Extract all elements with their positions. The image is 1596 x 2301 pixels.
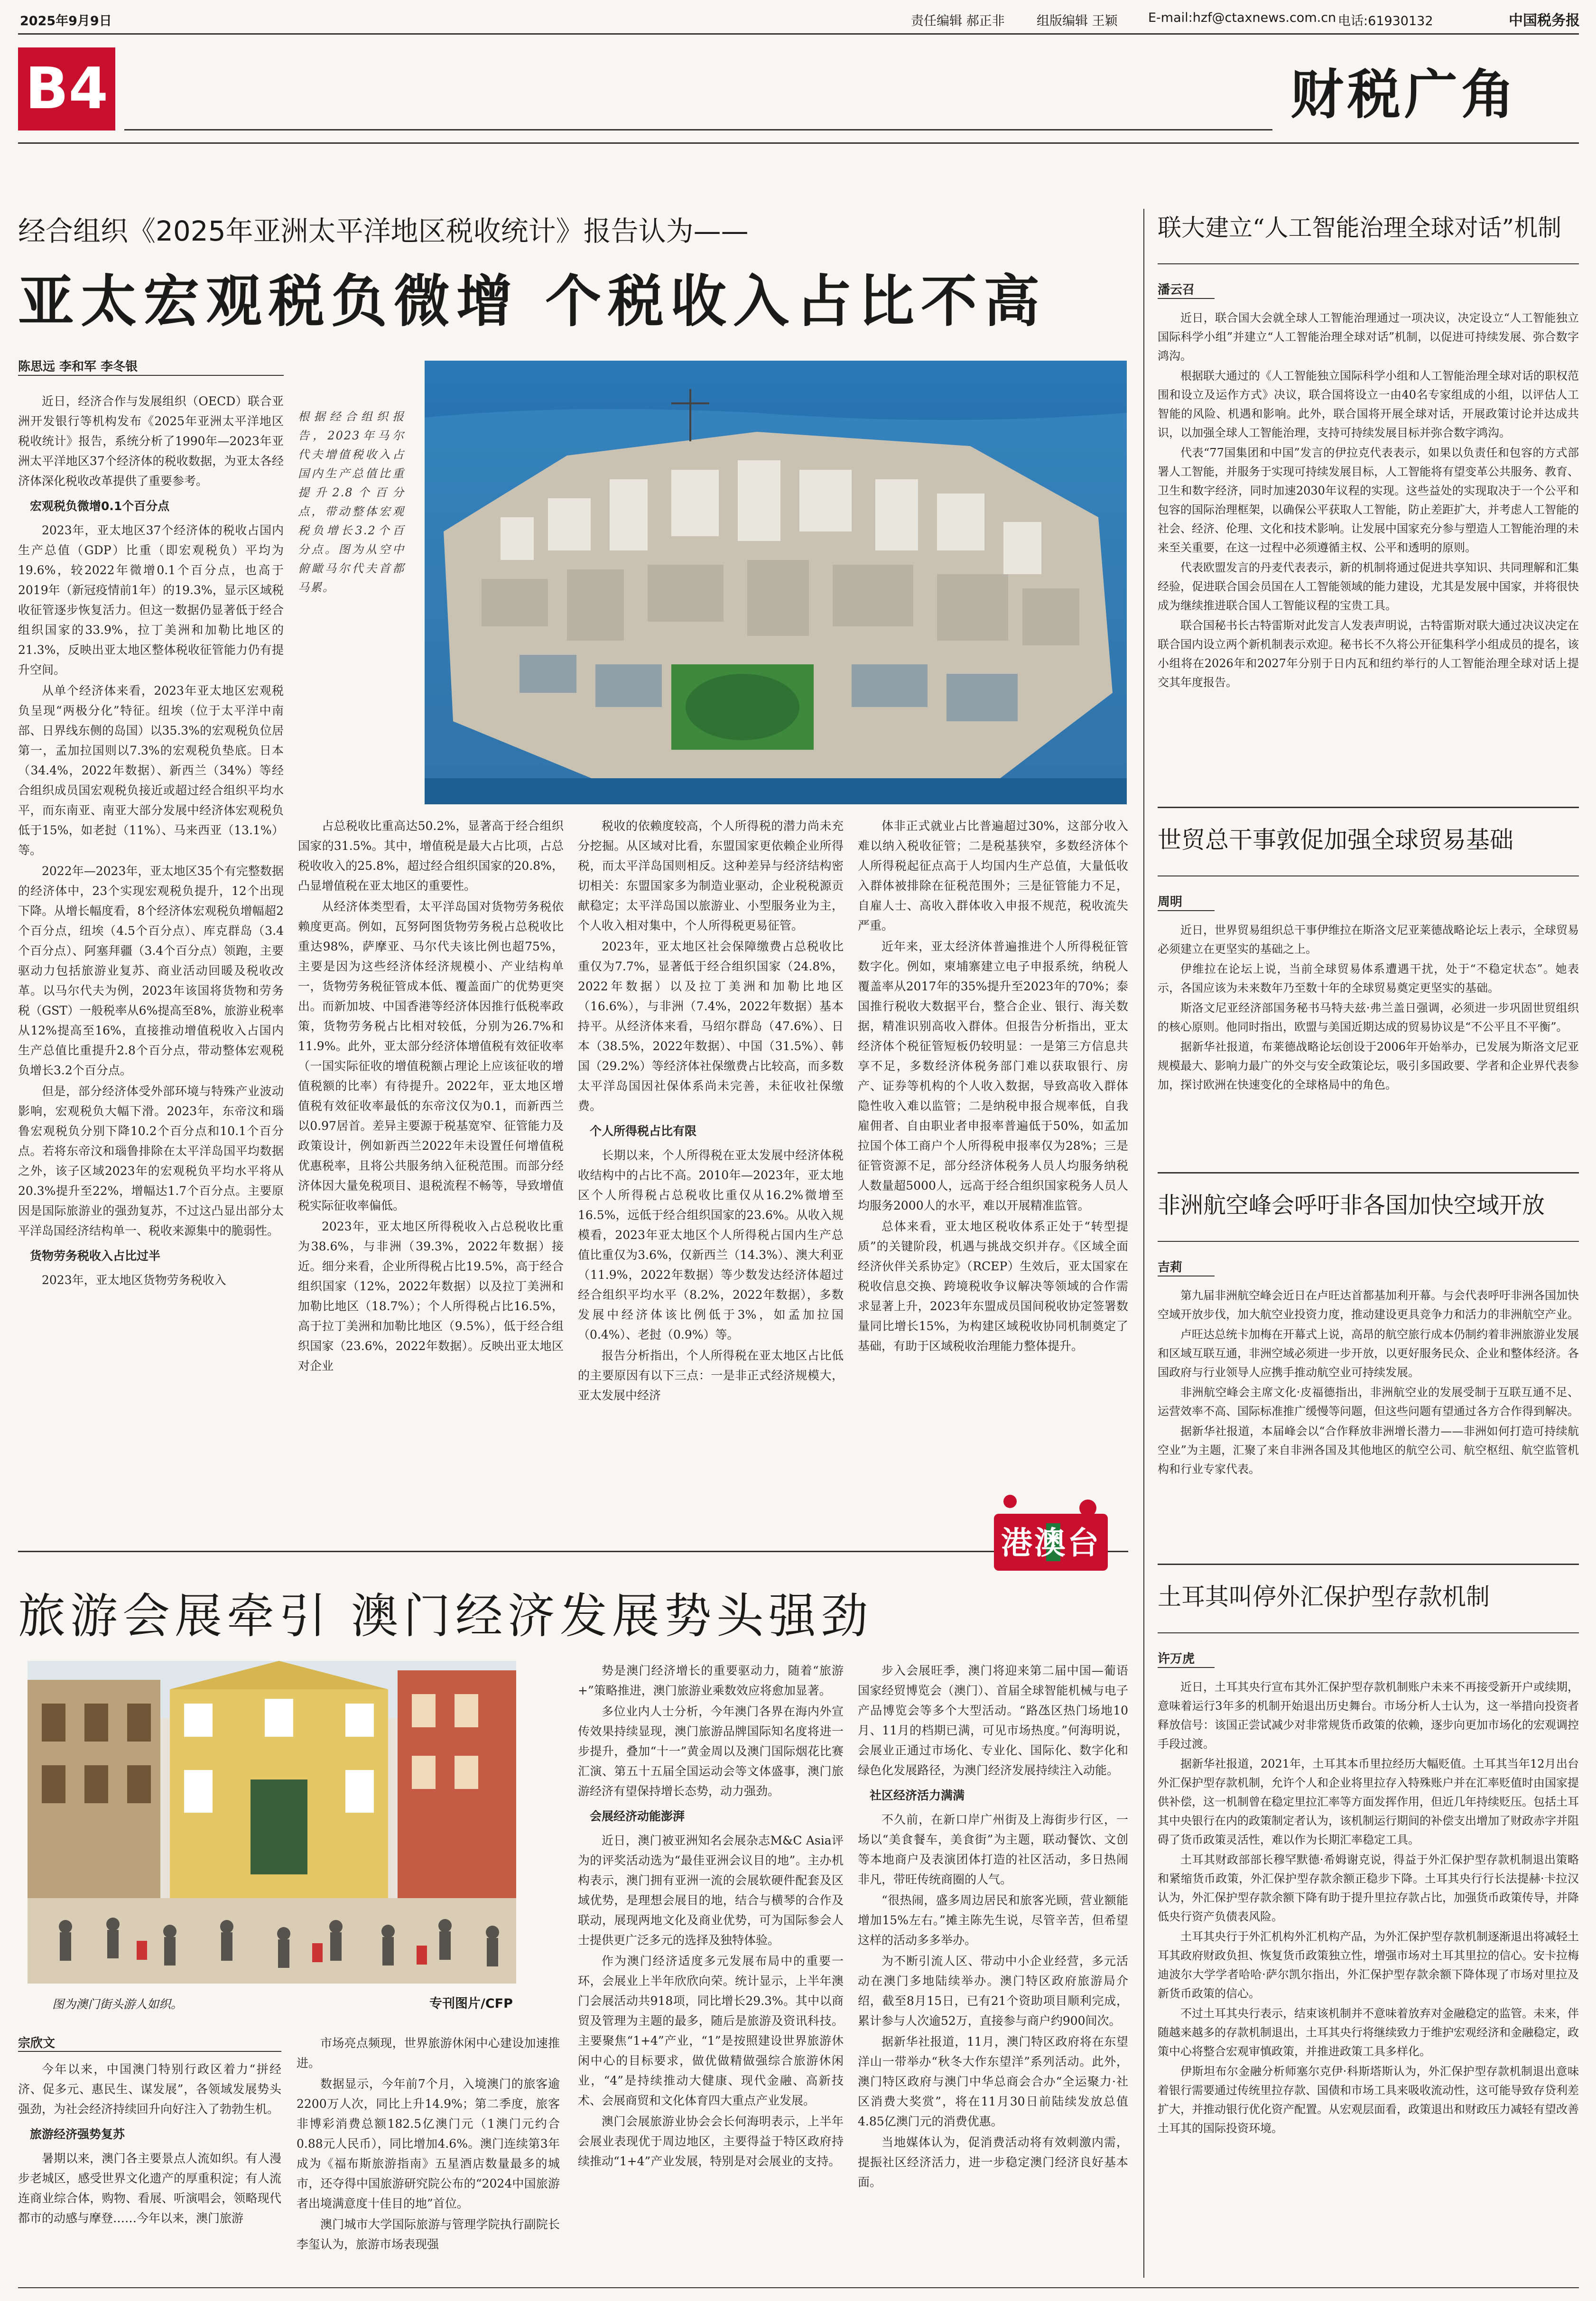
- macau-street-photo: [28, 1661, 516, 1984]
- section-title: 财税广角: [1290, 64, 1518, 126]
- macau-street-illustration: [28, 1661, 516, 1984]
- paragraph: 长期以来，个人所得税在亚太发展中经济体税收结构中的占比不高。2010年—2023年，亚太地区个人所得税占总税收比重仅从16.2%微增至16.5%，远低于经合组织国家的23.6%。从收入规模看，2023年亚太地区个人所得税占国内生产总值比重仅为3.6%，仅新西兰（14.3%）、澳大利亚（11.9%，2022年数据）等少数发达经济体超过经合组织平均水平（8.2%，2022年数据），多数发展中经济体该比例低于3%，如孟加拉国（0.4%）、老挝（0.9%）等。: [578, 1148, 844, 1341]
- paragraph: 近日，世界贸易组织总干事伊维拉在斯洛文尼亚莱德战略论坛上表示，全球贸易必须建立在更坚实的基础之上。: [1158, 923, 1579, 956]
- paragraph: 今年以来，中国澳门特别行政区着力“拼经济、促多元、惠民生、谋发展”，各领域发展势头强劲，为社会经济持续回升向好注入了勃勃生机。: [18, 2062, 281, 2116]
- paragraph: 不久前，在新口岸广州街及上海街步行区，一场以“美食餐车，美食街”为主题，联动餐饮、文创等本地商户及表演团体打造的社区活动，多日热闹非凡，带旺传统商圈的人气。: [858, 1813, 1128, 1886]
- macau-byline-rule: [18, 2051, 281, 2052]
- paragraph: 近日，经济合作与发展组织（OECD）联合亚洲开发银行等机构发布《2025年亚洲太平洋地区税收统计》报告，系统分析了1990年—2023年亚洲太平洋地区37个经济体的税收数据，为亚太各经济体深化税收改革提供了重要参考。: [18, 394, 284, 488]
- paragraph: 暑期以来，澳门各主要景点人流如织。有人漫步老城区，感受世界文化遗产的厚重积淀；有人流连商业综合体，购物、看展、听演唱会，领略现代都市的动感与摩登……今年以来，澳门旅游: [18, 2152, 281, 2225]
- macau-byline: 宗欣文: [18, 2036, 56, 2050]
- column-divider: [1143, 209, 1144, 2278]
- paragraph: 联合国秘书长古特雷斯对此发言人发表声明说，古特雷斯对联大通过决议决定在联合国内设立两个新机制表示欢迎。秘书长不久将公开征集科学小组成员的提名，该小组将在2026年和2027年分别于日内瓦和纽约举行的人工智能治理全球对话上提交其年度报告。: [1158, 619, 1579, 689]
- designer-credit: 组版编辑 王颖: [1037, 14, 1118, 28]
- paragraph: 2022年—2023年，亚太地区35个有完整数据的经济体中，23个实现宏观税负提升，12个出现下降。从增长幅度看，8个经济体宏观税负增幅超2个百分点，纽埃（4.5个百分点）、库克群岛（3.4个百分点）、阿塞拜疆（3.4个百分点）领跑，主要驱动力包括旅游业复苏、商业活动回暖及税收改革。以马尔代夫为例，2023年该国将货物和劳务税（GST）一般税率从6%提高至8%，旅游业税率从12%提高至16%，直接推动增值税收入占国内生产总值比重提升2.8个百分点，带动整体宏观税负增长3.2个百分点。: [18, 864, 284, 1077]
- paragraph: 2023年，亚太地区社会保障缴费占总税收比重仅为7.7%，显著低于经合组织国家（24.8%，2022年数据）以及拉丁美洲和加勒比地区（16.6%），与非洲（7.4%，2022年数据）基本持平。从经济体来看，马绍尔群岛（47.6%）、日本（38.5%，2022年数据）、中国（31.5%）、韩国（29.2%）等经济体社保缴费占比较高，而多数太平洋岛国因社保体系尚未完善，未征收社保缴费。: [578, 940, 844, 1113]
- page-date: 2025年9月9日: [20, 14, 112, 28]
- brief-byline: 周明: [1158, 895, 1183, 909]
- brief-divider: [1158, 807, 1579, 808]
- section-subheading: 货物劳务税收入占比过半: [30, 1249, 161, 1263]
- paragraph: 澳门城市大学国际旅游与管理学院执行副院长李玺认为，旅游市场表现强: [297, 2217, 560, 2251]
- paragraph: 伊斯坦布尔金融分析师塞尔克伊·科斯塔斯认为，外汇保护型存款机制退出意味着银行需要通过传统里拉存款、国债和市场工具来吸收流动性，这可能导致存贷利差扩大，并推动银行优化资产配置。从宏观层面看，政策退出和财政压力减轻有望改善土耳其的国际投资环境。: [1158, 2065, 1579, 2135]
- paragraph: 税收的依赖度较高，个人所得税的潜力尚未充分挖掘。从区域对比看，东盟国家更依赖企业所得税，而太平洋岛国则相反。这种差异与经济结构密切相关：东盟国家多为制造业驱动，企业税税源贡献稳定；太平洋岛国以旅游业、小型服务业为主，个人收入相对集中，个人所得税更易征管。: [578, 819, 844, 932]
- brief-body: [1158, 921, 1579, 1186]
- paragraph: 代表“77国集团和中国”发言的伊拉克代表表示，如果以负责任和包容的方式部署人工智能，并服务于实现可持续发展目标，人工智能将有望变革公共服务、教育、卫生和数字经济，同时加速2030年议程的实现。这些益处的实现取决于一个公平和包容的国际治理框架，以确保公平获取人工智能，防止差距扩大，并考虑人工智能的社会、经济、伦理、文化和技术影响。让发展中国家充分参与塑造人工智能治理的未来至关重要，在这一过程中必须遵循主权、公平和透明的原则。: [1158, 446, 1579, 554]
- aerial-city-illustration: [425, 361, 1127, 804]
- editor-phone: 电话:61930132: [1338, 14, 1433, 28]
- brief-africa-aviation: [1158, 1186, 1579, 1476]
- lead-byline-rule: [18, 375, 284, 376]
- lead-headline: 亚太宏观税负微增 个税收入占比不高: [18, 268, 1047, 334]
- macau-top-rule: [18, 1551, 1128, 1552]
- paragraph: 第九届非洲航空峰会近日在卢旺达首都基加利开幕。与会代表呼吁非洲各国加快空域开放步伐，加大航空业投资力度，推动建设更具竞争力和活力的非洲航空产业。: [1158, 1289, 1579, 1321]
- section-subheading: 个人所得税占比有限: [590, 1124, 697, 1138]
- macau-column-1: [18, 2059, 281, 2282]
- paragraph: 2023年，亚太地区所得税收入占总税收比重为38.6%，与非洲（39.3%，2022年数据）接近。细分来看，企业所得税占比19.5%，高于经合组织国家（12%，2022年数据）以及拉丁美洲和加勒比地区（18.7%）；个人所得税占比16.5%，高于拉丁美洲和加勒比地区（9.5%），低于经合组织国家（23.6%，2022年数据）。反映出亚太地区对企业: [298, 1220, 564, 1373]
- paragraph: 势是澳门经济增长的重要驱动力，随着“旅游+”策略推进，澳门旅游业乘数效应将愈加显著。: [578, 1664, 844, 1697]
- brief-divider: [1158, 1172, 1579, 1174]
- lead-column-4: [858, 816, 1128, 1542]
- paragraph: 近日，土耳其央行宣布其外汇保护型存款机制账户未来不再接受新开户或续期，意味着运行3年多的机制开始退出历史舞台。市场分析人士认为，这一举措向投资者释放信号：该国正尝试减少对非常规货币政策的依赖，逐步向更加市场化的宏观调控手段过渡。: [1158, 1680, 1579, 1751]
- paragraph: 伊维拉在论坛上说，当前全球贸易体系遭遇干扰，处于“不稳定状态”。她表示，各国应该为未来数年乃至数十年的全球贸易奠定更坚实的基础。: [1158, 962, 1579, 995]
- paragraph: 当地媒体认为，促消费活动将有效刺激内需，提振社区经济活力，进一步稳定澳门经济良好基本面。: [858, 2135, 1128, 2189]
- paragraph: 从单个经济体来看，2023年亚太地区宏观税负呈现“两极分化”特征。纽埃（位于太平洋中南部、日界线东侧的岛国）以35.3%的宏观税负位居第一，孟加拉国则以7.3%的宏观税负垫底。日本（34.4%，2022年数据）、新西兰（34%）等经合组织成员国宏观税负接近或超过经合组织平均水平，而东南亚、南亚大部分发展中经济体宏观税负低于15%，如老挝（11%）、马来西亚（13.1%）等。: [18, 684, 284, 857]
- header-rule: [124, 129, 1272, 130]
- paragraph: 代表欧盟发言的丹麦代表表示，新的机制将通过促进共享知识、共同理解和汇集经验，促进联合国会员国在人工智能领域的能力建设，尤其是发展中国家，并将很快成为继续推进联合国人工智能议程的宝贵工具。: [1158, 561, 1579, 612]
- macau-column-4: [858, 1661, 1128, 2282]
- paragraph: 土耳其央行于外汇机构外汇机构产品，为外汇保护型存款机制逐渐退出将减轻土耳其政府财政负担、恢复货币政策独立性，增强市场对土耳其里拉的信心。安卡拉梅迪波尔大学学者哈哈·萨尔凯尔指出，外汇保护型存款余额下降体现了市场对里拉及新货币政策的信心。: [1158, 1930, 1579, 2000]
- section-tag: 港澳台: [1001, 1525, 1101, 1561]
- brief-byline-rule: [1158, 1667, 1215, 1668]
- brief-headline: 联大建立“人工智能治理全球对话”机制: [1158, 214, 1562, 242]
- section-subheading: 宏观税负微增0.1个百分点: [30, 499, 170, 513]
- editor-credit: 责任编辑 郝正非: [911, 14, 1005, 28]
- brief-divider: [1158, 1564, 1579, 1565]
- brief-wto: [1158, 821, 1579, 1091]
- paragraph: 据新华社报道，本届峰会以“合作释放非洲增长潜力——非洲如何打造可持续航空业”为主题，汇聚了来自非洲各国及其他地区的航空公司、航空枢纽、航空监管机构和行业专家代表。: [1158, 1425, 1579, 1476]
- hk-macau-tw-tag: [994, 1495, 1108, 1590]
- lead-column-2: [298, 816, 564, 1542]
- masthead-rule: [18, 33, 1579, 35]
- page-code: B4: [25, 56, 108, 122]
- paragraph: 据新华社报道，布莱德战略论坛创设于2006年开始举办，已发展为斯洛文尼亚规模最大、影响力最广的外交与安全政策论坛，吸引多国政要、学者和企业界代表参加，探讨欧洲在快速变化的全球格局中的角色。: [1158, 1040, 1579, 1091]
- paragraph: 不过土耳其央行表示，结束该机制并不意味着放弃对金融稳定的监管。未来，伴随越来越多的存款机制退出，土耳其央行将继续致力于维护宏观经济和金融稳定，政策中心将整合宏观审慎政策，并推进政策工具多样化。: [1158, 2007, 1579, 2058]
- paragraph: 近日，联合国大会就全球人工智能治理通过一项决议，决定设立“人工智能独立国际科学小组”并建立“人工智能治理全球对话”机制，以促进可持续发展、弥合数字鸿沟。: [1158, 311, 1579, 363]
- section-subheading: 社区经济活力满满: [870, 1789, 965, 1802]
- paragraph: 占总税收比重高达50.2%，显著高于经合组织国家的31.5%。其中，增值税是最大占比项，占总税收收入的25.8%，超过经合组织国家的20.8%，凸显增值税在亚太地区的重要性。: [298, 819, 564, 893]
- macau-photo-caption: 图为澳门街头游人如织。: [52, 1997, 183, 2011]
- paper-name: 中国税务报: [1509, 12, 1580, 29]
- paragraph: 澳门会展旅游业协会会长何海明表示，上半年会展业表现优于周边地区，主要得益于特区政府持续推动“1+4”产业发展，特别是对会展业的支持。: [578, 2115, 844, 2168]
- brief-headline: 土耳其叫停外汇保护型存款机制: [1158, 1583, 1490, 1611]
- brief-body: [1158, 1677, 1579, 2275]
- brief-byline: 吉莉: [1158, 1260, 1183, 1275]
- lead-photo-male-aerial: [425, 361, 1127, 804]
- paragraph: 数据显示，今年前7个月，入境澳门的旅客逾2200万人次，同比上升14.9%；第二季度，旅客非博彩消费总额182.5亿澳门元（1澳门元约合0.88元人民币），同比增加4.6%。澳门连续第3年成为《福布斯旅游指南》五星酒店数量最多的城市，还夺得中国旅游研究院公布的“2024中国旅游者出境满意度十佳目的地”首位。: [297, 2077, 560, 2210]
- brief-headline-rule: [1158, 263, 1579, 264]
- editor-email: E-mail:hzf@ctaxnews.com.cn: [1148, 10, 1336, 25]
- paragraph: 2023年，亚太地区37个经济体的税收占国内生产总值（GDP）比重（即宏观税负）平均为19.6%，较2022年微增0.1个百分点，也高于2019年（新冠疫情前1年）的19.3%，显示区域税收征管逐步恢复活力。但这一数据仍显著低于经合组织国家的33.9%，拉丁美洲和加勒比地区的21.3%，反映出亚太地区整体税收征管能力仍有提升空间。: [18, 523, 284, 677]
- footer-rule: [18, 2287, 1579, 2288]
- brief-byline: 潘云召: [1158, 283, 1195, 297]
- brief-headline: 非洲航空峰会呼吁非各国加快空域开放: [1158, 1192, 1545, 1219]
- lead-byline: 陈思远 李和军 李冬银: [18, 360, 138, 374]
- paragraph: 近日，澳门被亚洲知名会展杂志M&C Asia评为的评奖活动选为“最佳亚洲会议目的地”。主办机构表示，澳门拥有亚洲一流的会展软硬件配套及区域优势，是理想会展目的地，结合与横琴的合作及联动，展现两地文化及商业优势，可为国际参会人士提供更广泛多元的选择及独特体验。: [578, 1834, 844, 1947]
- paragraph: 据新华社报道，2021年，土耳其本币里拉经历大幅贬值。土耳其当年12月出台外汇保护型存款机制，允许个人和企业将里拉存入特殊账户并在汇率贬值时由国家提供补偿，这一机制曾在稳定里拉汇率等方面发挥作用，但近几年持续贬压。包括土耳其中央银行在内的政策制定者认为，该机制运行期间的补偿支出增加了财政赤字并阻碍了货币政策灵活性，难以作为长期汇率稳定工具。: [1158, 1757, 1579, 1846]
- paragraph: 步入会展旺季，澳门将迎来第二届中国—葡语国家经贸博览会（澳门）、首届全球智能机械与电子产品博览会等多个大型活动。“路氹区热门场地10月、11月的档期已满，可见市场热度。”何海明说，会展业正通过市场化、专业化、国际化、数字化和绿色化发展路径，为澳门经济发展持续注入动能。: [858, 1664, 1128, 1777]
- header-rule-bottom: [18, 142, 1579, 144]
- paragraph: 总体来看，亚太地区税收体系正处于“转型提质”的关键阶段，机遇与挑战交织并存。《区域全面经济伙伴关系协定》（RCEP）生效后，亚太国家在税收信息交换、跨境税收争议解决等领域的合作需求显著上升，2023年东盟成员国间税收协定签署数量同比增长15%，为构建区域税收协同机制奠定了基础，有助于区域税收治理能力整体提升。: [858, 1220, 1128, 1353]
- paragraph: 据新华社报道，11月，澳门特区政府将在东望洋山一带举办“秋冬大作东望洋”系列活动。此外，澳门特区政府与澳门中华总商会合办“全运聚力·社区消费大奖赏”，将在11月30日前陆续发放总值4.85亿澳门元的消费优惠。: [858, 2035, 1128, 2128]
- macau-column-2: [297, 2033, 560, 2282]
- paragraph: 非洲航空峰会主席文化·皮福德指出，非洲航空业的发展受制于互联互通不足、运营效率不高、国际标准推广缓慢等问题，但这些问题有望通过各方合作得到解决。: [1158, 1386, 1579, 1418]
- paragraph: 多位业内人士分析，今年澳门各界在海内外宣传效果持续显现，澳门旅游品牌国际知名度将进一步提升，叠加“十一”黄金周以及澳门国际烟花比赛汇演、第五十五届全国运动会等文体盛事，澳门旅游经济有望保持增长态势，动力强劲。: [578, 1705, 844, 1798]
- red-dot-decoration: [1003, 1495, 1017, 1508]
- paragraph: 作为澳门经济适度多元发展布局中的重要一环，会展业上半年欣欣向荣。统计显示，上半年澳门会展活动共918项，同比增长29.3%。其中以商贸及管理为主题的最多，随后是旅游及资讯科技。主要聚焦“1+4”产业，“1”是按照建设世界旅游休闲中心的目标要求，做优做精做强综合旅游休闲业，“4”是持续推动大健康、现代金融、高新技术、会展商贸和文化体育四大重点产业发展。: [578, 1954, 844, 2107]
- paragraph: 斯洛文尼亚经济部国务秘书马特夫兹·弗兰盖日强调，必须进一步巩固世贸组织的核心原则。他同时指出，欧盟与美国近期达成的贸易协议是“不公平且不平衡”。: [1158, 1001, 1579, 1034]
- paragraph: “很热闹，盛多周边居民和旅客光顾，营业额能增加15%左右。”摊主陈先生说，尽管辛苦，但希望这样的活动多多举办。: [858, 1893, 1128, 1947]
- brief-body: [1158, 1286, 1579, 1571]
- brief-byline-rule: [1158, 910, 1215, 911]
- paragraph: 报告分析指出，个人所得税在亚太地区占比低的主要原因有以下三点：一是非正式经济规模大，亚太发展中经济: [578, 1349, 844, 1402]
- page-code-badge: [18, 47, 115, 130]
- lead-column-1: [18, 391, 284, 1545]
- paragraph: 根据联大通过的《人工智能独立国际科学小组和人工智能治理全球对话的职权范围和设立及运作方式》决议，联合国将设立一由40名专家组成的小组，以评估人工智能的风险、机遇和影响。此外，联合国将开展全球对话，开展政策讨论并达成共识，以加强全球人工智能治理，支持可持续发展目标并弥合数字鸿沟。: [1158, 369, 1579, 439]
- macau-photo-credit: 专刊图片/CFP: [429, 1996, 513, 2011]
- brief-body: [1158, 308, 1579, 897]
- masthead: [0, 0, 1596, 33]
- paragraph: 卢旺达总统卡加梅在开幕式上说，高昂的航空旅行成本仍制约着非洲旅游业发展和区域互联互通，非洲空域必须进一步开放，以更好服务民众、企业和整体经济。各国政府与行业领导人应携手推动航空业可持续发展。: [1158, 1328, 1579, 1379]
- paragraph: 土耳其财政部部长穆罕默德·希姆谢克说，得益于外汇保护型存款机制退出策略和紧缩货币政策，外汇保护型存款余额正稳步下降。土耳其央行行长法提赫·卡拉汉认为，外汇保护型存款余额下降有助于提升里拉存款占比，加强货币政策传导，并降低央行资产负债表风险。: [1158, 1853, 1579, 1923]
- brief-byline: 许万虎: [1158, 1652, 1195, 1666]
- brief-byline-rule: [1158, 298, 1215, 299]
- paragraph: 体非正式就业占比普遍超过30%，这部分收入难以纳入税收征管；二是税基狭窄，多数经济体个人所得税起征点高于人均国内生产总值，大量低收入群体被排除在征税范围外；三是征管能力不足，自雇人士、高收入群体收入申报不规范，税收流失严重。: [858, 819, 1128, 932]
- paragraph: 近年来，亚太经济体普遍推进个人所得税征管数字化。例如，柬埔寨建立电子申报系统，纳税人覆盖率从2017年的35%提升至2023年的70%；泰国推行税收大数据平台，整合企业、银行、海关数据，精准识别高收入群体。但报告分析指出，亚太经济体个税征管短板仍较明显：一是第三方信息共享不足，多数经济体税务部门难以获取银行、房产、证券等机构的个人收入数据，导致高收入群体隐性收入难以监管；二是纳税申报合规率低，自我雇佣者、自由职业者申报率普遍低于50%，如孟加拉国个体工商户个人所得税申报率仅为28%；三是征管资源不足，部分经济体税务人员人均服务纳税人数量超5000人，远高于经合组织国家税务人员人均服务2000人的水平，难以开展精准监管。: [858, 940, 1128, 1212]
- brief-headline-rule: [1158, 1632, 1579, 1633]
- brief-ai-governance: [1158, 209, 1579, 689]
- macau-headline: 旅游会展牵引 澳门经济发展势头强劲: [18, 1588, 873, 1644]
- section-subheading: 会展经济动能澎湃: [590, 1809, 685, 1823]
- paragraph: 从经济体类型看，太平洋岛国对货物劳务税依赖度更高。例如，瓦努阿图货物劳务税占总税收比重达98%，萨摩亚、马尔代夫该比例也超75%，主要是因为这些经济体经济规模小、产业结构单一，货物劳务税征管成本低、覆盖面广的优势更突出。而新加坡、中国香港等经济体因推行低税率政策，货物劳务税占比相对较低，分别为26.7%和11.9%。此外，亚太部分经济体增值税有效征收率（一国实际征收的增值税额占理论上应该征收的增值税额的比率）有待提升。2022年，亚太地区增值税有效征收率最低的东帝汶仅为0.1，而新西兰以0.97居首。差异主要源于税基宽窄、征管能力及政策设计，例如新西兰2022年未设置任何增值税优惠税率，且将公共服务纳入征税范围。而部分经济体因大量免税项目、退税流程不畅等，导致增值税实际征收率偏低。: [298, 900, 564, 1212]
- lead-kicker: 经合组织《2025年亚洲太平洋地区税收统计》报告认为——: [18, 215, 749, 247]
- macau-column-3: [578, 1661, 844, 2282]
- lead-column-3: [578, 816, 844, 1542]
- section-subheading: 旅游经济强势复苏: [30, 2127, 125, 2141]
- paragraph: 2023年，亚太地区货物劳务税收入: [42, 1273, 226, 1287]
- brief-turkey-deposit: [1158, 1578, 1579, 2135]
- lead-photo-caption: 根据经合组织报告，2023年马尔代夫增值税收入占国内生产总值比重提升2.8个百分点，带动整体宏观税负增长3.2个百分点。图为从空中俯瞰马尔代夫首都马累。: [298, 410, 405, 594]
- paragraph: 但是，部分经济体受外部环境与特殊产业波动影响，宏观税负大幅下滑。2023年，东帝汶和瑙鲁宏观税负分别下降10.2个百分点和10.1个百分点。若将东帝汶和瑙鲁排除在太平洋岛国平均数据之外，该子区域2023年的宏观税负平均水平将从20.3%提升至22%，增幅达1.7个百分点。主要原因是国际旅游业的强劲复苏，不过这凸显出部分太平洋岛国经济结构单一、税收来源集中的脆弱性。: [18, 1084, 284, 1238]
- brief-headline-rule: [1158, 1241, 1579, 1242]
- brief-headline: 世贸总干事敦促加强全球贸易基础: [1158, 826, 1513, 854]
- paragraph: 为不断引流人区、带动中小企业经营，多元活动在澳门多地陆续举办。澳门特区政府旅游局介绍，截至8月15日，已有21个资助项目顺利完成，累计参与人次逾52万，直接参与商户约900间次。: [858, 1954, 1128, 2028]
- paragraph: 市场亮点频现，世界旅游休闲中心建设加速推进。: [297, 2036, 560, 2070]
